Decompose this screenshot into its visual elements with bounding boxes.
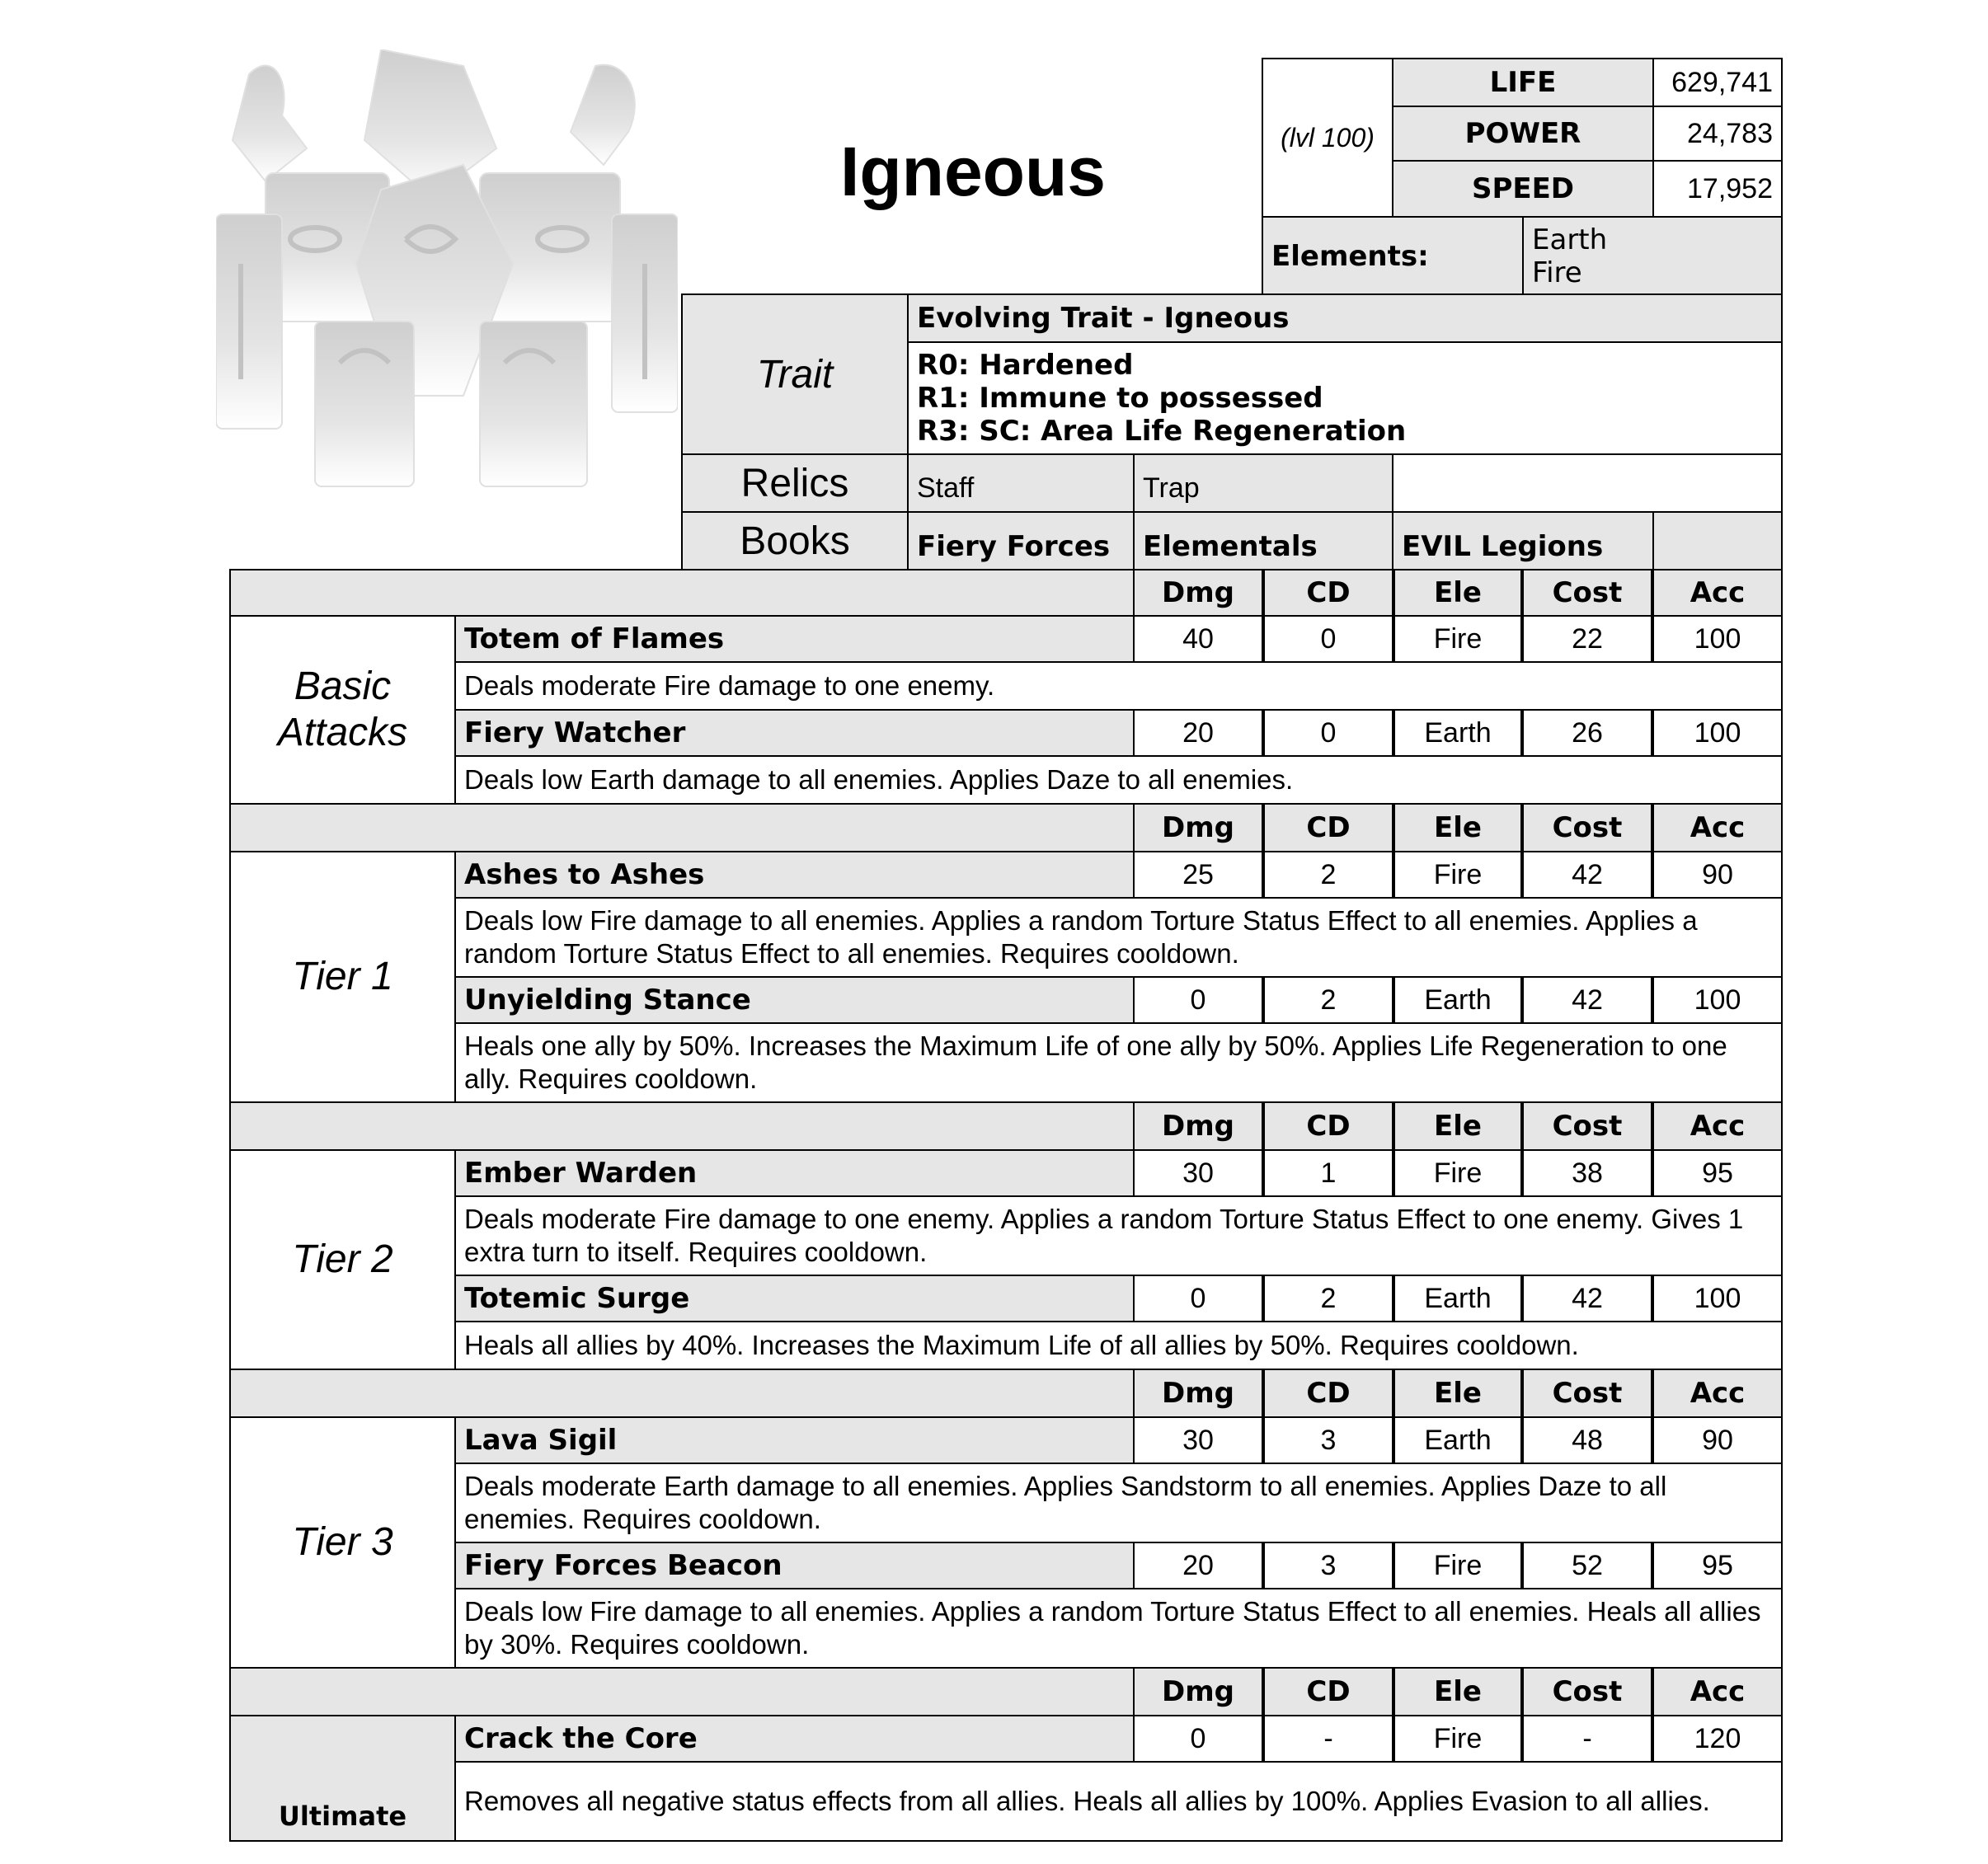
column-header-acc: Acc xyxy=(1652,803,1783,852)
ability-ele: Fire xyxy=(1393,1542,1522,1589)
ability-dmg: 30 xyxy=(1133,1149,1263,1197)
totem-shape xyxy=(216,49,678,486)
ability-name: Ember Warden xyxy=(454,1149,1135,1197)
ability-cost: 42 xyxy=(1522,1275,1652,1322)
column-header-cd: CD xyxy=(1263,803,1393,852)
trait-ranks: R0: Hardened R1: Immune to possessed R3: SC: Area Life Regeneration xyxy=(907,341,1783,455)
ability-name: Totem of Flames xyxy=(454,615,1135,663)
column-header-acc: Acc xyxy=(1652,569,1783,617)
book-empty-slot xyxy=(1652,511,1783,570)
ability-cd: 1 xyxy=(1263,1149,1393,1197)
ability-cd: 0 xyxy=(1263,709,1393,757)
ability-ele: Fire xyxy=(1393,615,1522,663)
section-label: Ultimate xyxy=(229,1715,456,1842)
column-header-dmg: Dmg xyxy=(1133,803,1263,852)
column-header-ele: Ele xyxy=(1393,1101,1522,1151)
ability-ele: Earth xyxy=(1393,1416,1522,1464)
trait-label: Trait xyxy=(681,293,909,455)
section-label: Tier 2 xyxy=(229,1149,456,1370)
stat-life-value: 629,741 xyxy=(1652,58,1783,107)
section-header-bar xyxy=(229,1369,1135,1418)
ability-name: Fiery Forces Beacon xyxy=(454,1542,1135,1589)
ability-cd: 2 xyxy=(1263,1275,1393,1322)
ability-description: Heals all allies by 40%. Increases the Maximum Life of all allies by 50%. Requires cooldown. xyxy=(454,1321,1783,1370)
ability-cost: 26 xyxy=(1522,709,1652,757)
ability-ele: Earth xyxy=(1393,1275,1522,1322)
totem-artwork xyxy=(216,49,678,561)
ability-description: Deals moderate Earth damage to all enemies. Applies Sandstorm to all enemies. Applies Daze to all enemies. Requires cooldown. xyxy=(454,1463,1783,1543)
section-header-bar xyxy=(229,569,1135,617)
book-2: Elementals xyxy=(1133,511,1393,570)
ability-ele: Fire xyxy=(1393,1715,1522,1763)
book-3: EVIL Legions xyxy=(1392,511,1654,570)
ability-dmg: 30 xyxy=(1133,1416,1263,1464)
trait-name: Evolving Trait - Igneous xyxy=(907,293,1783,343)
relic-2: Trap xyxy=(1133,453,1393,513)
ability-dmg: 0 xyxy=(1133,1275,1263,1322)
ability-cd: 0 xyxy=(1263,615,1393,663)
books-label: Books xyxy=(681,511,909,570)
ability-cost: 42 xyxy=(1522,976,1652,1024)
ability-name: Ashes to Ashes xyxy=(454,851,1135,899)
ability-dmg: 40 xyxy=(1133,615,1263,663)
ability-dmg: 20 xyxy=(1133,1542,1263,1589)
section-header-bar xyxy=(229,1667,1135,1716)
ability-description: Deals low Fire damage to all enemies. Applies a random Torture Status Effect to all enemies. Applies a random Torture Status Effect to all enemies. Requires cooldown. xyxy=(454,897,1783,978)
column-header-cd: CD xyxy=(1263,1369,1393,1418)
stat-speed-value: 17,952 xyxy=(1652,160,1783,218)
column-header-cost: Cost xyxy=(1522,803,1652,852)
ability-description: Deals moderate Fire damage to one enemy. Applies a random Torture Status Effect to one enemy. Gives 1 extra turn to itself. Requires cooldown. xyxy=(454,1195,1783,1276)
ability-ele: Fire xyxy=(1393,1149,1522,1197)
column-header-ele: Ele xyxy=(1393,1667,1522,1716)
column-header-cd: CD xyxy=(1263,1667,1393,1716)
column-header-acc: Acc xyxy=(1652,1667,1783,1716)
ability-acc: 120 xyxy=(1652,1715,1783,1763)
ability-cost: 42 xyxy=(1522,851,1652,899)
ability-cost: 38 xyxy=(1522,1149,1652,1197)
column-header-cost: Cost xyxy=(1522,1369,1652,1418)
column-header-ele: Ele xyxy=(1393,803,1522,852)
ability-acc: 90 xyxy=(1652,851,1783,899)
column-header-acc: Acc xyxy=(1652,1369,1783,1418)
ability-name: Lava Sigil xyxy=(454,1416,1135,1464)
elements-value: Earth Fire xyxy=(1522,216,1783,297)
ability-description: Removes all negative status effects from all allies. Heals all allies by 100%. Applies Evasion to all allies. xyxy=(454,1761,1783,1842)
ability-ele: Fire xyxy=(1393,851,1522,899)
ability-dmg: 25 xyxy=(1133,851,1263,899)
ability-name: Crack the Core xyxy=(454,1715,1135,1763)
relic-empty-slot xyxy=(1392,453,1783,513)
ability-cost: 52 xyxy=(1522,1542,1652,1589)
ability-ele: Earth xyxy=(1393,976,1522,1024)
ability-dmg: 0 xyxy=(1133,1715,1263,1763)
relic-1: Staff xyxy=(907,453,1135,513)
ability-cd: 3 xyxy=(1263,1542,1393,1589)
ability-acc: 95 xyxy=(1652,1149,1783,1197)
ability-description: Deals low Fire damage to all enemies. Applies a random Torture Status Effect to all enemies. Heals all allies by 30%. Requires cooldown. xyxy=(454,1588,1783,1669)
ability-cd: 2 xyxy=(1263,851,1393,899)
book-1: Fiery Forces xyxy=(907,511,1135,570)
column-header-cd: CD xyxy=(1263,1101,1393,1151)
section-header-bar xyxy=(229,803,1135,852)
ability-description: Heals one ally by 50%. Increases the Maximum Life of one ally by 50%. Applies Life Regeneration to one ally. Requires cooldown. xyxy=(454,1022,1783,1103)
ability-acc: 100 xyxy=(1652,1275,1783,1322)
stat-life-label: LIFE xyxy=(1392,58,1654,107)
ability-cd: - xyxy=(1263,1715,1393,1763)
column-header-dmg: Dmg xyxy=(1133,569,1263,617)
stat-speed-label: SPEED xyxy=(1392,160,1654,218)
ability-acc: 95 xyxy=(1652,1542,1783,1589)
section-header-bar xyxy=(229,1101,1135,1151)
ability-description: Deals low Earth damage to all enemies. Applies Daze to all enemies. xyxy=(454,755,1783,805)
hero-name: Igneous xyxy=(839,133,1106,210)
ability-cost: 22 xyxy=(1522,615,1652,663)
ability-ele: Earth xyxy=(1393,709,1522,757)
ability-cost: 48 xyxy=(1522,1416,1652,1464)
ability-cost: - xyxy=(1522,1715,1652,1763)
ability-acc: 100 xyxy=(1652,976,1783,1024)
ability-acc: 100 xyxy=(1652,615,1783,663)
column-header-cost: Cost xyxy=(1522,1101,1652,1151)
section-label: Basic Attacks xyxy=(229,615,456,805)
ability-acc: 90 xyxy=(1652,1416,1783,1464)
column-header-ele: Ele xyxy=(1393,569,1522,617)
ability-cd: 3 xyxy=(1263,1416,1393,1464)
ability-name: Fiery Watcher xyxy=(454,709,1135,757)
ability-dmg: 20 xyxy=(1133,709,1263,757)
column-header-dmg: Dmg xyxy=(1133,1369,1263,1418)
ability-name: Totemic Surge xyxy=(454,1275,1135,1322)
ability-cd: 2 xyxy=(1263,976,1393,1024)
hero-level: (lvl 100) xyxy=(1262,58,1393,218)
ability-description: Deals moderate Fire damage to one enemy. xyxy=(454,661,1783,711)
column-header-cost: Cost xyxy=(1522,569,1652,617)
column-header-dmg: Dmg xyxy=(1133,1667,1263,1716)
section-label: Tier 3 xyxy=(229,1416,456,1669)
column-header-dmg: Dmg xyxy=(1133,1101,1263,1151)
section-label: Tier 1 xyxy=(229,851,456,1103)
ability-name: Unyielding Stance xyxy=(454,976,1135,1024)
relics-label: Relics xyxy=(681,453,909,513)
stat-power-label: POWER xyxy=(1392,106,1654,162)
column-header-acc: Acc xyxy=(1652,1101,1783,1151)
ability-dmg: 0 xyxy=(1133,976,1263,1024)
column-header-ele: Ele xyxy=(1393,1369,1522,1418)
column-header-cd: CD xyxy=(1263,569,1393,617)
stat-power-value: 24,783 xyxy=(1652,106,1783,162)
ability-acc: 100 xyxy=(1652,709,1783,757)
elements-label: Elements: xyxy=(1262,216,1524,297)
column-header-cost: Cost xyxy=(1522,1667,1652,1716)
